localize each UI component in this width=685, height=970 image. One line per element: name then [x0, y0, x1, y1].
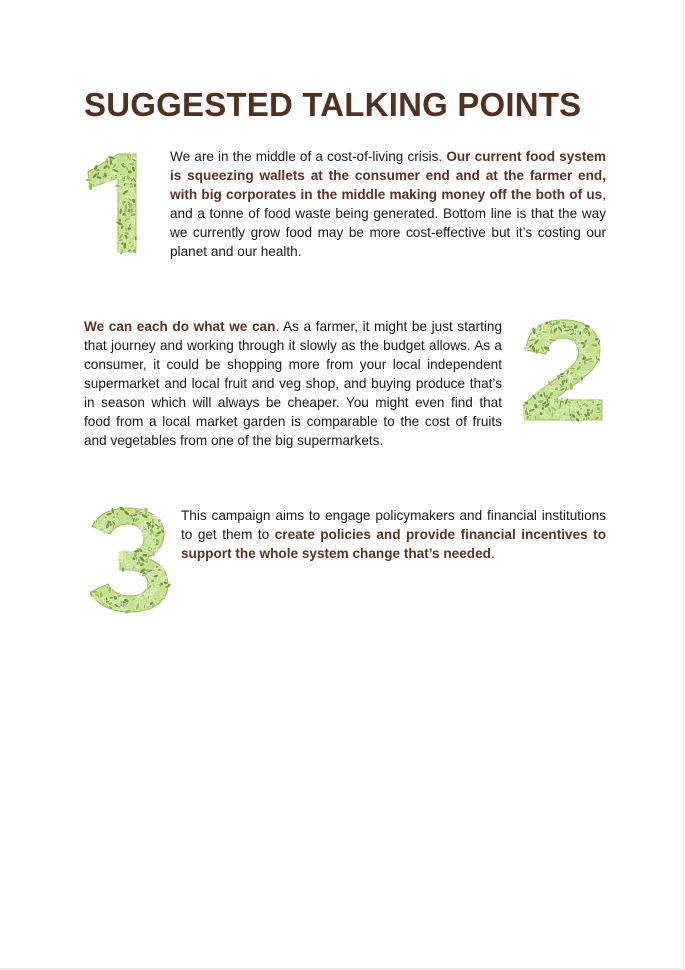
body-text: , and a tonne of food waste being generated. Bottom line is that the way we currently grow food may be more cost-effective but it’s costing our planet and our health.: [170, 187, 606, 259]
body-text: We are in the middle of a cost-of-living crisis.: [170, 149, 447, 164]
body-text: . As a farmer, it might be just starting that journey and working through it slowly as the budget allows. As a consumer, it could be shopping more from your local independent supermarket and local fruit and veg shop, and buying produce that’s in season which will always be cheaper. You might even find that food from a local market garden is comparable to the cost of fruits and vegetables from one of the big supermarkets.: [84, 319, 503, 448]
leafy-number-one-icon: [82, 148, 158, 258]
leafy-number-three-icon: [86, 504, 172, 614]
talking-point-3-text: [181, 506, 606, 563]
emphasis-text: Our current food system is squeezing wallets at the consumer end and at the farmer end, with big corporates in the middle making money off the both of us: [170, 149, 606, 202]
emphasis-text: We can each do what we can: [84, 319, 276, 334]
talking-point-1-text: [170, 147, 606, 261]
body-text: This campaign aims to engage policymakers and financial institutions to get them to: [181, 508, 606, 542]
emphasis-text: create policies and provide financial incentives to support the whole system change that’s needed: [181, 527, 606, 561]
leafy-number-two-icon: [516, 316, 608, 424]
body-text: .: [490, 546, 495, 561]
talking-point-2-text: [84, 317, 502, 450]
page-title: SUGGESTED TALKING POINTS: [84, 86, 582, 123]
